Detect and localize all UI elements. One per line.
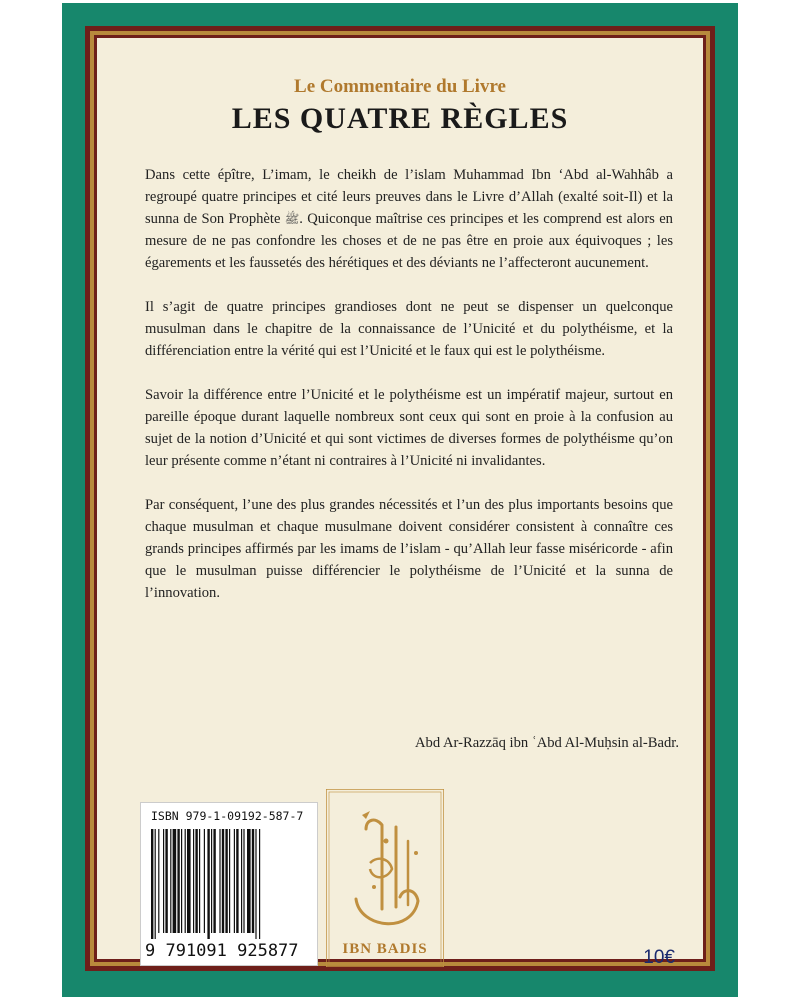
isbn-label: ISBN 979-1-09192-587-7 (151, 809, 304, 823)
blurb-paragraph-3: Savoir la différence entre l’Unicité et le polythéisme est un impératif majeur, surtout en pareille époque durant laquelle nombreux sont ceux qui sont en proie à la confusion au sujet de la notion d’Unicité et qui sont victimes de diverses formes de polythéisme qu’on leur présente comme n’étant ni contraires à l’Unicité ni invalidantes. (145, 387, 673, 469)
blurb-paragraph-4: Par conséquent, l’une des plus grandes nécessités et l’un des plus importants besoins que chaque musulman et chaque musulmane doivent considérer consistent à connaître ces grands principes affirmés par les imams de l’islam - qu’Allah leur fasse miséricorde - afin que le musulman puisse différencier le polythéisme de l’Unicité et la sunna de l’innovation. (145, 497, 673, 601)
barcode-digits: 9 791091 925877 (145, 941, 299, 961)
publisher-name: IBN BADIS (342, 941, 428, 957)
text-panel (97, 38, 703, 968)
blurb-paragraph-2: Il s’agit de quatre principes grandioses dont ne peut se dispenser un quelconque musulman dans le chapitre de la connaissance de l’Unicité et du polythéisme, et la différenciation entre la vérité qui est l’Unicité et le faux qui est le polythéisme. (145, 299, 673, 359)
book-back-cover (62, 3, 738, 997)
blurb-paragraph-1: Dans cette épître, L’imam, le cheikh de l’islam Muhammad Ibn ‘Abd al-Wahhâb a regroupé quatre principes et cité leurs preuves dans le Livre d’Allah (exalté soit-Il) et la sunna de Son Prophète ﷺ. Quiconque maîtrise ces principes et les comprend est alors en mesure de ne pas confondre les choses et de ne pas être en proie aux équivoques ; les égarements et les faussetés des hérétiques et des déviants ne l’affecteront aucunement. (145, 167, 673, 271)
author-signature: Abd Ar-Razzāq ibn ʿAbd Al-Muḥsin al-Badr. (415, 735, 679, 751)
price-label: 10€ (643, 947, 675, 968)
book-subtitle: Le Commentaire du Livre (294, 76, 506, 97)
honorific-glyph: ﷺ (284, 212, 300, 226)
barcode-box (140, 802, 318, 966)
barcode-icon (149, 829, 309, 939)
cover-frame (85, 26, 715, 971)
book-title: LES QUATRE RÈGLES (231, 102, 569, 135)
blurb (145, 164, 673, 626)
